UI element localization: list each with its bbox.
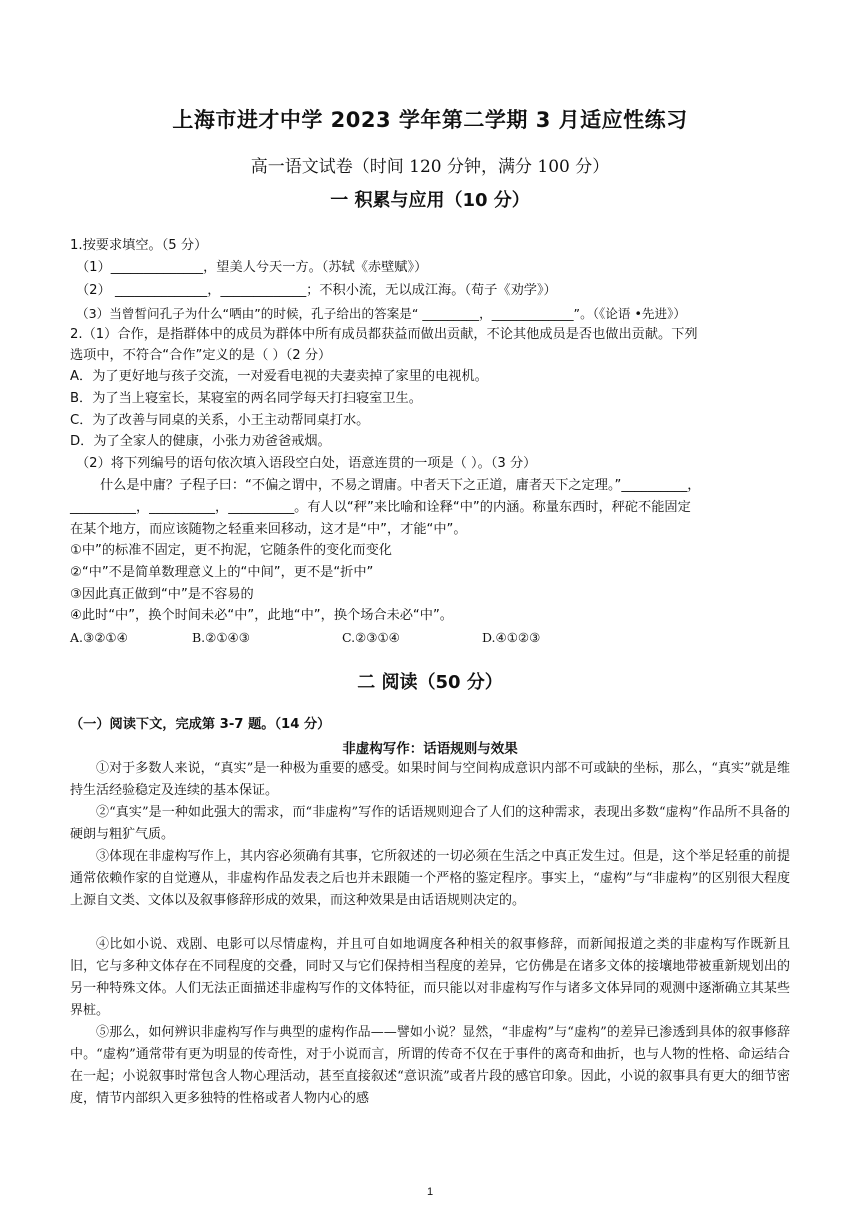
question-2-2-sentence-3: ③因此真正做到“中”是不容易的 xyxy=(70,587,254,602)
reading-part-1-title: （一）阅读下文，完成第 3-7 题。（14 分） xyxy=(70,717,331,732)
choice-c: C.②③①④ xyxy=(341,630,400,645)
section-heading-accumulation: 一 积累与应用（10 分） xyxy=(330,190,530,211)
article-paragraph-5: ⑤那么，如何辨识非虚构写作与典型的虚构作品——譬如小说？显然，“非虚构”与“虚构”的差异已渗透到具体的叙事修辞中。“虚构”通常带有更为明显的传奇性，对于小说而言，所谓的传奇不仅在于事件的离奇和曲折，也与人物的性格、命运结合在一起；小说叙事时常包含人物心理活动，甚至直接叙述“意识流”或者片段的感官印象。因此，小说的叙事具有更大的细节密度，情节内部织入更多独特的性格或者人物内心的感 xyxy=(70,1025,790,1106)
question-2-2-sentence-4: ④此时“中”，换个时间未必“中”，此地“中”，换个场合未必“中”。 xyxy=(70,608,453,623)
page-number: 1 xyxy=(426,1186,434,1198)
question-2-2-choices xyxy=(70,628,632,648)
choice-d: D.④①②③ xyxy=(481,630,541,645)
choice-a: A.③②①④ xyxy=(70,630,128,645)
question-2-intro-line-1: 2.（1）合作，是指群体中的成员为群体中所有成员都获益而做出贡献，不论其他成员是否也做出贡献。下列 xyxy=(70,327,698,342)
section-heading-reading: 二 阅读（50 分） xyxy=(357,672,503,693)
article-paragraph-4: ④比如小说、戏剧、电影可以尽情虚构，并且可自如地调度各种相关的叙事修辞，而新闻报道之类的非虚构写作既新且旧，它与多种文体存在不同程度的交叠，同时又与它们保持相当程度的差异，它仿佛是在诸多文体的接壤地带被重新规划出的另一种特殊文体。人们无法正面描述非虚构写作的文体特征，而只能以对非虚构写作与诸多文体异同的观测中逐渐确立其某些界桩。 xyxy=(70,937,790,1018)
question-2-option-a: A．为了更好地与孩子交流，一对爱看电视的夫妻卖掉了家里的电视机。 xyxy=(70,369,488,384)
question-2-option-c: C．为了改善与同桌的关系，小王主动帮同桌打水。 xyxy=(70,413,370,428)
exam-title: 上海市进才中学 2023 学年第二学期 3 月适应性练习 xyxy=(172,108,688,132)
exam-subtitle: 高一语文试卷（时间 120 分钟，满分 100 分） xyxy=(250,157,610,177)
question-1-item-1: （1）______________，望美人兮天一方。（苏轼《赤壁赋》） xyxy=(76,260,428,275)
question-2-option-d: D．为了全家人的健康，小张力劝爸爸戒烟。 xyxy=(70,434,331,449)
article-title: 非虚构写作：话语规则与效果 xyxy=(342,741,518,757)
question-2-2-passage-line-2: __________，__________，__________。有人以“秤”来比喻和诠释“中”的内涵。称量东西时，秤砣不能固定 xyxy=(70,500,691,515)
article-paragraph-3: ③体现在非虚构写作上，其内容必须确有其事，它所叙述的一切必须在生活之中真正发生过。但是，这个举足轻重的前提通常依赖作家的自觉遵从，非虚构作品发表之后也并未跟随一个严格的鉴定程序。事实上，“虚构”与“非虚构”的区别很大程度上源自文类、文体以及叙事修辞形成的效果，而这种效果是由话语规则决定的。 xyxy=(70,849,790,908)
question-2-2-sentence-2: ②“中”不是简单数理意义上的“中间”，更不是“折中” xyxy=(70,565,374,580)
question-1-title: 1.按要求填空。（5 分） xyxy=(70,238,208,253)
question-2-2-sentence-1: ①中”的标准不固定，更不拘泥，它随条件的变化而变化 xyxy=(70,543,392,558)
article-paragraph-2: ②“真实”是一种如此强大的需求，而“非虚构”写作的话语规则迎合了人们的这种需求，表现出多数“虚构”作品所不具备的硬朗与粗犷气质。 xyxy=(70,805,790,842)
question-2-option-b: B．为了当上寝室长，某寝室的两名同学每天打扫寝室卫生。 xyxy=(70,391,422,406)
question-2-2-passage-line-3: 在某个地方，而应该随物之轻重来回移动，这才是“中”，才能“中”。 xyxy=(70,522,467,537)
question-2-2-intro: （2）将下列编号的语句依次填入语段空白处，语意连贯的一项是（ ）。（3 分） xyxy=(76,456,537,471)
question-1-item-2: （2） ______________，_____________；不积小流，无以成江海。（荀子《劝学》） xyxy=(76,283,557,298)
article-paragraph-1: ①对于多数人来说，“真实”是一种极为重要的感受。如果时间与空间构成意识内部不可或缺的坐标，那么，“真实”就是维持生活经验稳定及连续的基本保证。 xyxy=(70,761,790,798)
question-1-item-3: （3）当曾皙问孔子为什么“哂由”的时候，孔子给出的答案是“ _________，_____________”。（《论语 •先进》） xyxy=(76,306,686,321)
choice-b: B.②①④③ xyxy=(191,630,250,645)
question-2-intro-line-2: 选项中，不符合“合作”定义的是（ ）（2 分） xyxy=(70,348,332,363)
question-2-2-passage-line-1: 什么是中庸？子程子曰：“不偏之谓中，不易之谓庸。中者天下之正道，庸者天下之定理。”__________， xyxy=(100,478,701,493)
